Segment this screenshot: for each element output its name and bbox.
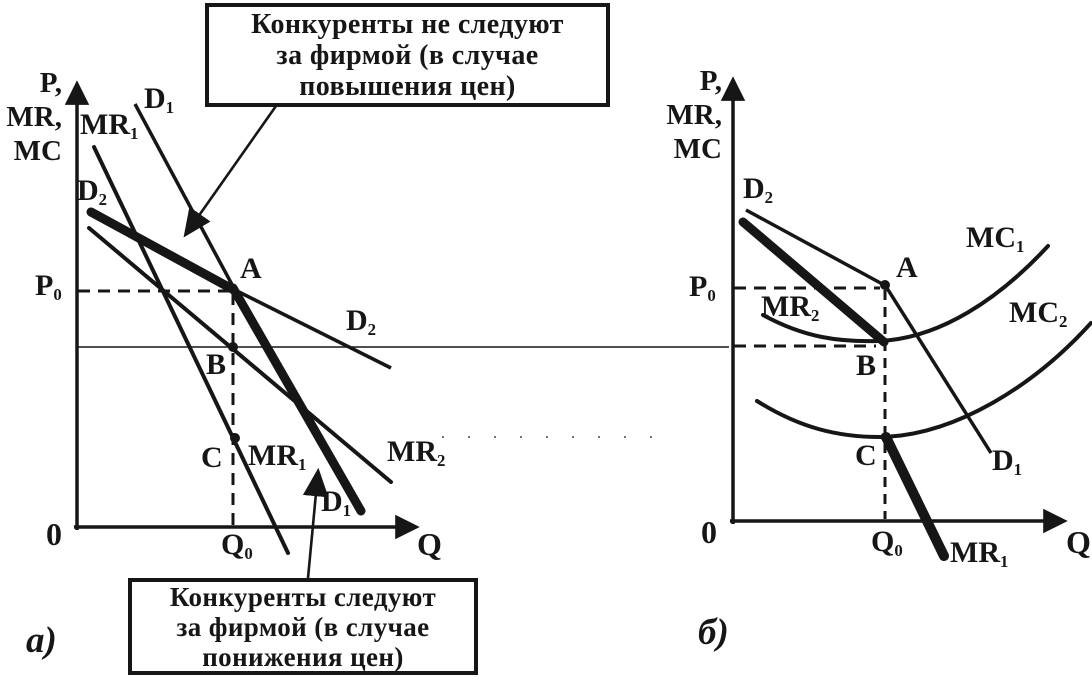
panel-b-label-p0: P0 [689, 270, 716, 306]
panel-a-x-axis-label: Q [417, 526, 442, 562]
callout-top-line-1: Конкуренты не следуют [251, 8, 564, 40]
callout-bottom-arrow [308, 472, 318, 578]
panel-b-label-d2: D2 [743, 172, 774, 208]
panel-b-label-d1: D1 [992, 444, 1023, 480]
panel-a-label-mr1-bottom: MR1 [248, 439, 307, 475]
panel-b-point-c-dot [881, 433, 890, 442]
panel-b-y-label-p: P, [699, 65, 722, 97]
panel-a-y-label-mr: MR, [6, 101, 62, 133]
panel-a-label-point-a: A [240, 252, 262, 285]
panel-b-label-mr2: MR2 [761, 290, 820, 326]
panel-a-y-label-mc: MC [13, 135, 62, 167]
callout-bottom-line-2: за фирмой (в случае [176, 611, 430, 642]
panel-a-label-d1-bottom: D1 [321, 485, 352, 521]
panel-b-y-axis-label [654, 64, 722, 166]
panel-a-y-axis-label [0, 66, 62, 168]
panel-b-tag: б) [698, 612, 729, 653]
panel-a-label-d2-left: D2 [77, 174, 108, 210]
panel-a-label-q0: Q0 [221, 528, 253, 564]
panel-a-label-d1-top: D1 [144, 82, 175, 118]
panel-b-y-label-mr: MR, [666, 99, 722, 131]
panel-a-point-b-dot [228, 342, 238, 352]
panel-b-point-a-dot [880, 280, 890, 290]
panel-b-curve-mc2 [757, 323, 1091, 437]
panel-b-label-mr1: MR1 [950, 536, 1009, 572]
panel-b-point-b-dot [880, 338, 889, 347]
panel-a-point-c-dot [230, 433, 240, 443]
panel-a-label-mr1-top: MR1 [80, 108, 139, 144]
callout-top-line-2: за фирмой (в случае [276, 39, 539, 71]
panel-a-point-a-dot [228, 284, 238, 294]
panel-b-y-label-mc: MC [673, 133, 722, 165]
callout-bottom-line-1: Конкуренты следуют [169, 581, 437, 612]
callout-competitors-follow [128, 578, 478, 675]
panel-b-label-point-a: A [896, 251, 918, 284]
panel-b-label-mc1: MC1 [966, 221, 1025, 257]
panel-a-origin-label: 0 [46, 516, 62, 552]
panel-a-label-p0: P0 [35, 269, 62, 305]
panel-b-label-mc2: MC2 [1009, 296, 1068, 332]
callout-top-arrow [186, 106, 276, 234]
callout-bottom-line-3: понижения цен) [202, 641, 404, 672]
panel-a-label-point-b: B [206, 348, 227, 381]
panel-b-label-point-b: B [856, 349, 877, 382]
panel-a-label-point-c: C [201, 441, 223, 474]
panel-b-x-axis-label: Q [1066, 524, 1091, 560]
callout-top-line-3: повышения цен) [299, 70, 516, 102]
panel-b-label-q0: Q0 [871, 525, 903, 561]
callout-competitors-dont-follow [205, 3, 610, 107]
panel-a-tag: a) [26, 620, 57, 661]
panel-a-y-label-p: P, [39, 67, 62, 99]
panel-b-origin-label: 0 [701, 514, 717, 550]
panel-a-label-d2-right: D2 [346, 304, 377, 340]
panel-b-label-point-c: C [855, 439, 877, 472]
panel-a-label-mr2: MR2 [387, 435, 446, 471]
